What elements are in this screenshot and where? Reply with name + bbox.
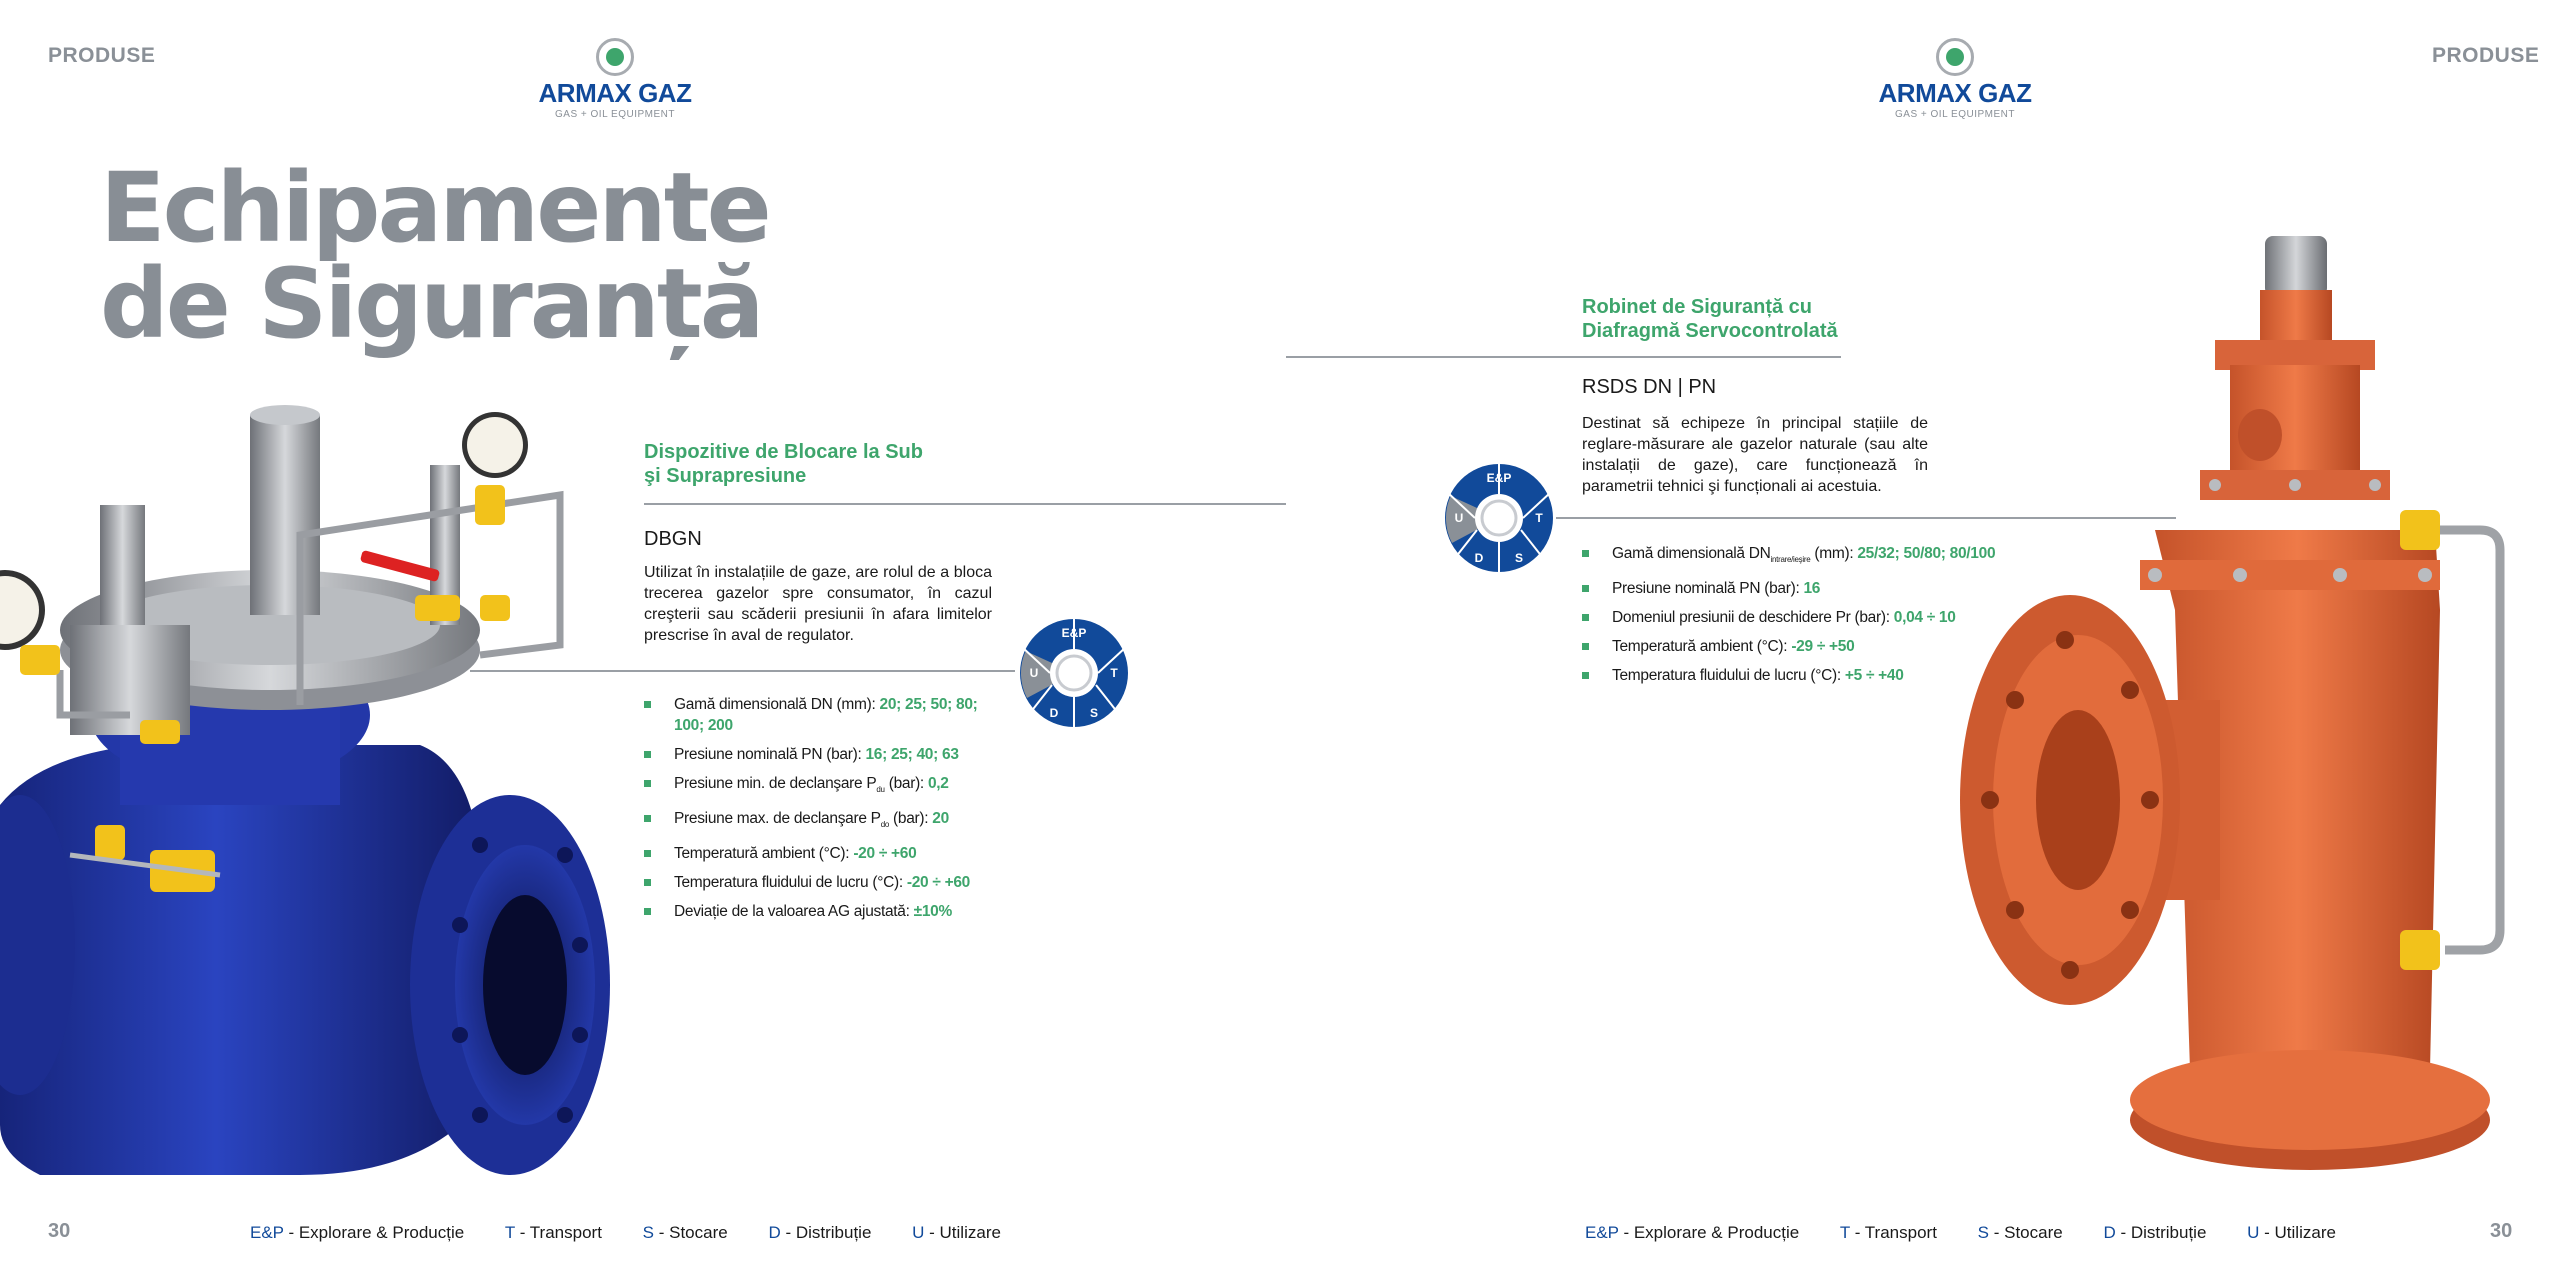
spec-label: Presiune max. de declanşare P <box>674 810 881 828</box>
legend-text: - Transport <box>515 1223 602 1242</box>
spec-value: ±10% <box>913 903 952 921</box>
badge-d-label: D <box>1474 551 1484 565</box>
legend-code: T <box>1839 1223 1850 1242</box>
section-label-left: PRODUSE <box>48 44 156 67</box>
legend-text: - Stocare <box>654 1223 728 1242</box>
legend-item-t <box>505 1223 602 1243</box>
logo-name: ARMAX GAZ <box>1878 78 2032 108</box>
segment-badge-left <box>1018 617 1130 729</box>
spec-item <box>644 843 1006 864</box>
product-heading-line-1: Robinet de Siguranță cu <box>1582 296 1813 318</box>
dbgn-valve-image <box>0 385 650 1200</box>
bullet-icon <box>644 850 651 857</box>
spec-value: -20 ÷ +60 <box>853 845 917 863</box>
badge-ep-label: E&P <box>1486 471 1512 485</box>
section-label-right: PRODUSE <box>2432 44 2540 67</box>
product-heading-line-2: şi Suprapresiune <box>644 465 807 487</box>
badge-d-label: D <box>1049 706 1059 720</box>
legend-text: - Distribuție <box>2115 1223 2207 1242</box>
bullet-icon <box>1582 643 1589 650</box>
legend-text: - Explorare & Producție <box>283 1223 465 1242</box>
legend-text: - Utilizare <box>2259 1223 2336 1242</box>
logo-emblem-icon <box>1936 38 1974 76</box>
bullet-icon <box>1582 614 1589 621</box>
legend-text: - Stocare <box>1989 1223 2063 1242</box>
badge-u-label: U <box>1454 511 1464 525</box>
legend-item-t <box>1840 1223 1937 1243</box>
legend-code: D <box>2103 1223 2116 1242</box>
spec-value: +5 ÷ +40 <box>1844 667 1904 685</box>
legend-item-u <box>2247 1223 2336 1243</box>
spec-item <box>644 872 1006 893</box>
spec-subscript: du <box>876 785 885 795</box>
spec-item <box>644 808 1006 835</box>
badge-t-label: T <box>1535 511 1543 525</box>
product-description: Destinat să echipeze în principal stațiile de reglare-măsurare ale gazelor naturale (sau alte instalații de gaze), care funcționează în parametrii tehnici şi funcționali ai acestuia. <box>1582 415 1928 495</box>
legend-text: - Explorare & Producție <box>1618 1223 1800 1242</box>
legend-code: S <box>1977 1223 1989 1242</box>
brand-logo-left <box>530 38 700 120</box>
spec-value: 16 <box>1803 580 1821 598</box>
segment-legend-right <box>1585 1223 2372 1243</box>
rsds-valve-image <box>1960 230 2520 1190</box>
product-heading-line-1: Dispozitive de Blocare la Sub <box>644 441 923 463</box>
bullet-icon <box>1582 585 1589 592</box>
heading-divider <box>644 503 1286 505</box>
legend-code: E&P <box>1585 1223 1619 1242</box>
page-title <box>100 152 769 360</box>
legend-code: U <box>912 1223 925 1242</box>
badge-s-label: S <box>1514 551 1524 565</box>
logo-tagline: GAS + OIL EQUIPMENT <box>555 109 675 120</box>
page-number-right: 30 <box>2490 1220 2513 1242</box>
legend-item-u <box>912 1223 1001 1243</box>
spec-item <box>644 773 1006 800</box>
bullet-icon <box>644 879 651 886</box>
spec-item <box>644 694 1006 736</box>
legend-text: - Distribuție <box>780 1223 872 1242</box>
bullet-icon <box>644 780 651 787</box>
bullet-icon <box>1582 672 1589 679</box>
logo-name: ARMAX GAZ <box>538 78 692 108</box>
spec-value: 25/32; 50/80; 80/100 <box>1857 545 1996 562</box>
badge-s-label: S <box>1089 706 1099 720</box>
spec-divider <box>470 670 1015 672</box>
spec-label: Temperatura fluidului de lucru (°C): <box>1612 667 1845 685</box>
legend-item-s <box>643 1223 728 1243</box>
spec-label: Gamă dimensională DN (mm): <box>674 696 880 713</box>
spec-subscript: intrare/ieşire <box>1770 555 1811 565</box>
spec-value: -29 ÷ +50 <box>1791 638 1855 656</box>
spec-list-dbgn <box>644 694 1006 930</box>
legend-text: - Transport <box>1850 1223 1937 1242</box>
spec-label: Deviație de la valoarea AG ajustată: <box>674 903 914 921</box>
spec-label: Domeniul presiunii de deschidere Pr (bar): <box>1612 609 1894 627</box>
legend-code: E&P <box>250 1223 284 1242</box>
segment-badge-right <box>1443 462 1555 574</box>
bullet-icon <box>1582 550 1589 557</box>
spec-label-unit: (bar): <box>884 775 928 792</box>
legend-item-d <box>2103 1223 2206 1243</box>
bullet-icon <box>644 908 651 915</box>
page-number-left: 30 <box>48 1220 71 1242</box>
spec-label: Presiune nominală PN (bar): <box>674 746 866 763</box>
spec-value: 20; 25; 50; 80; 100; 200 <box>674 696 978 734</box>
brand-logo-right <box>1870 38 2040 120</box>
spec-label: Presiune min. de declanşare P <box>674 775 877 792</box>
legend-code: T <box>504 1223 515 1242</box>
page-title-line-1: Echipamente <box>100 152 769 264</box>
spec-label: Gamă dimensională DN <box>1612 545 1771 562</box>
legend-code: S <box>642 1223 654 1242</box>
spec-label-unit: (bar): <box>889 810 933 828</box>
spec-item <box>644 744 1006 765</box>
spec-label-unit: (mm): <box>1810 545 1858 562</box>
legend-text: - Utilizare <box>924 1223 1001 1242</box>
legend-code: D <box>768 1223 781 1242</box>
heading-divider <box>1286 356 1841 358</box>
logo-emblem-icon <box>596 38 634 76</box>
spec-label: Temperatură ambient (°C): <box>1612 638 1792 656</box>
badge-t-label: T <box>1110 666 1118 680</box>
legend-item-ep <box>1585 1223 1799 1243</box>
product-model: RSDS DN | PN <box>1582 376 1717 398</box>
page-title-line-2: de Siguranță <box>100 248 762 360</box>
spec-label: Presiune nominală PN (bar): <box>1612 580 1804 598</box>
spec-subscript: do <box>880 820 890 830</box>
spec-label: Temperatură ambient (°C): <box>674 845 854 863</box>
product-heading-line-2: Diafragmă Servocontrolată <box>1582 320 1838 342</box>
segment-legend-left <box>250 1223 1037 1243</box>
spec-value: 20 <box>932 810 949 828</box>
badge-u-label: U <box>1029 666 1039 680</box>
product-heading-dbgn <box>644 440 923 488</box>
badge-ep-label: E&P <box>1061 626 1087 640</box>
bullet-icon <box>644 751 651 758</box>
spec-label: Temperatura fluidului de lucru (°C): <box>674 874 907 892</box>
bullet-icon <box>644 815 651 822</box>
logo-tagline: GAS + OIL EQUIPMENT <box>1895 109 2015 120</box>
legend-item-d <box>768 1223 871 1243</box>
legend-item-ep <box>250 1223 464 1243</box>
spec-item <box>644 901 1006 922</box>
legend-code: U <box>2247 1223 2260 1242</box>
spec-value: 16; 25; 40; 63 <box>865 746 959 763</box>
spec-value: 0,04 ÷ 10 <box>1893 609 1956 627</box>
bullet-icon <box>644 701 651 708</box>
product-model: DBGN <box>644 528 702 550</box>
product-description: Utilizat în instalațiile de gaze, are rolul de a bloca trecerea gazelor spre consumator, în cazul creşterii sau scăderii presiunii în afara limitelor prescrise în aval de regulator. <box>644 564 992 644</box>
product-heading-rsds <box>1582 295 1838 343</box>
spec-value: -20 ÷ +60 <box>906 874 970 892</box>
legend-item-s <box>1978 1223 2063 1243</box>
spec-value: 0,2 <box>927 775 949 792</box>
